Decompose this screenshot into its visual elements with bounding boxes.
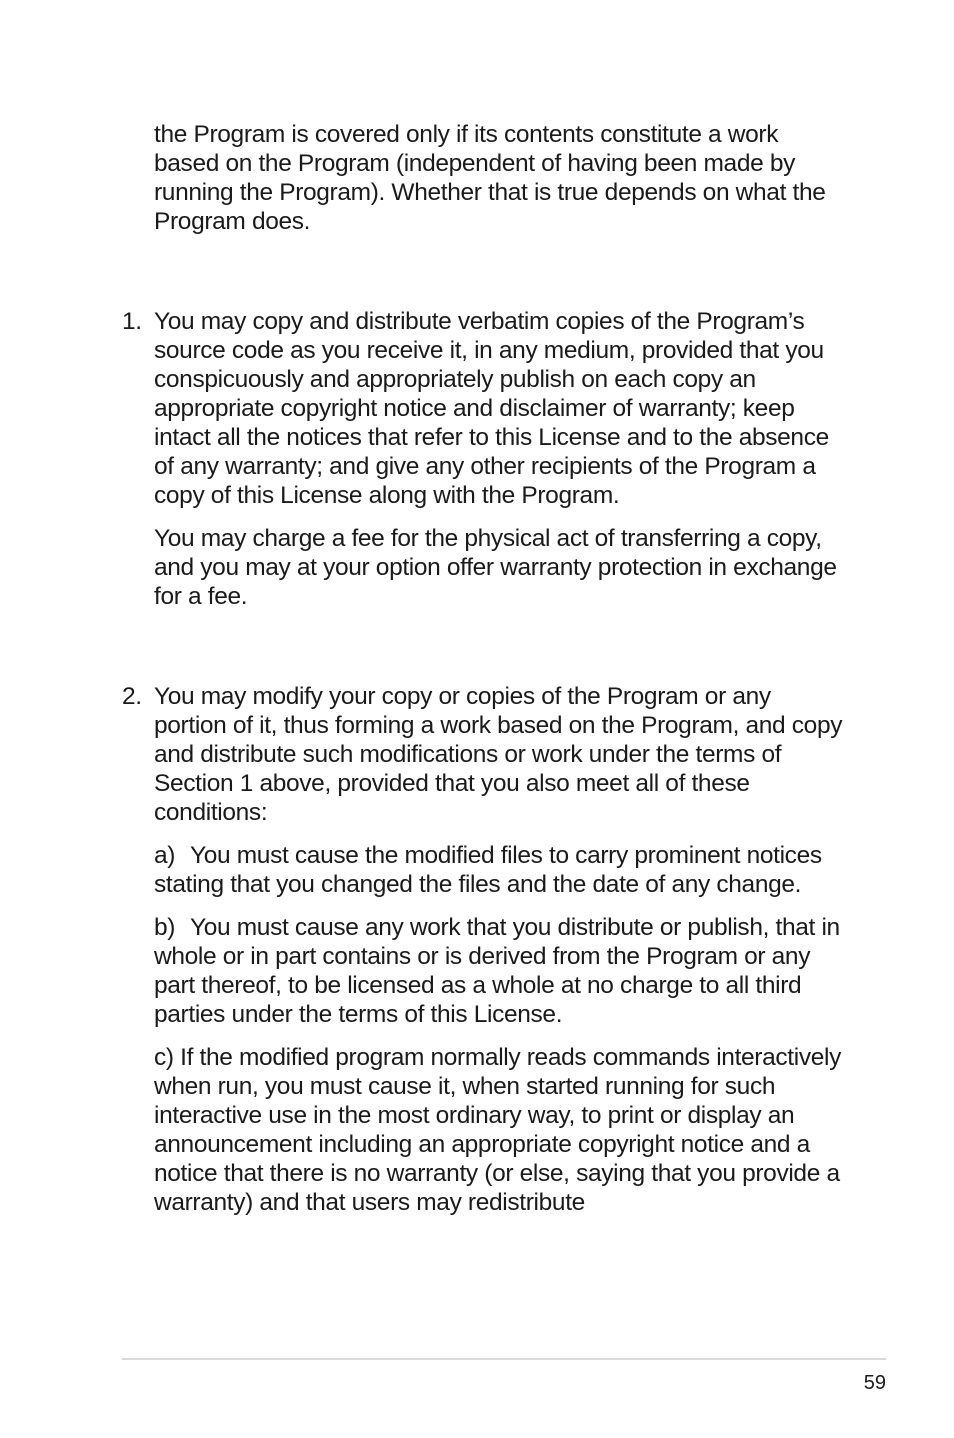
section-2-number: 2.: [122, 683, 142, 710]
footer-divider: [122, 1358, 886, 1360]
section-1-paragraph-1: You may copy and distribute verbatim copies of the Program’s source code as you receive it, in any medium, provided that you conspicuously and appropriately publish on each copy an appropriate copyright notice and disclaimer of warranty; keep intact all the notices that refer to this License and to the absence of any warranty; and give any other recipients of the Program a copy of this License along with the Program.: [154, 308, 829, 509]
condition-a-marker: a): [154, 842, 176, 869]
condition-a-text: You must cause the modified files to carry prominent notices stating that you changed the files and the date of any change.: [154, 842, 822, 898]
section-2: [122, 682, 844, 1217]
page-number: 59: [863, 1372, 886, 1394]
condition-a: [154, 841, 844, 899]
condition-b-marker: b): [154, 914, 176, 941]
condition-b-text: You must cause any work that you distribute or publish, that in whole or in part contains or is derived from the Program or any part thereof, to be licensed as a whole at no charge to all third parties under the terms of this License.: [154, 914, 840, 1028]
page-content: [122, 120, 844, 1217]
section-1: [122, 307, 844, 611]
condition-b: [154, 913, 844, 1029]
intro-paragraph: the Program is covered only if its contents constitute a work based on the Program (independent of having been made by running the Program). Whether that is true depends on what the Program does.: [154, 121, 826, 235]
section-1-paragraph-2: You may charge a fee for the physical act of transferring a copy, and you may at your option offer warranty protection in exchange for a fee.: [154, 525, 837, 610]
section-2-paragraph-1: You may modify your copy or copies of the Program or any portion of it, thus forming a work based on the Program, and copy and distribute such modifications or work under the terms of Section 1 above, provided that you also meet all of these conditions:: [154, 683, 843, 826]
condition-c: c) If the modified program normally reads commands interactively when run, you must cause it, when started running for such interactive use in the most ordinary way, to print or display an announcement including an appropriate copyright notice and a notice that there is no warranty (or else, saying that you provide a warranty) and that users may redistribute: [154, 1044, 842, 1216]
section-1-number: 1.: [122, 308, 142, 335]
